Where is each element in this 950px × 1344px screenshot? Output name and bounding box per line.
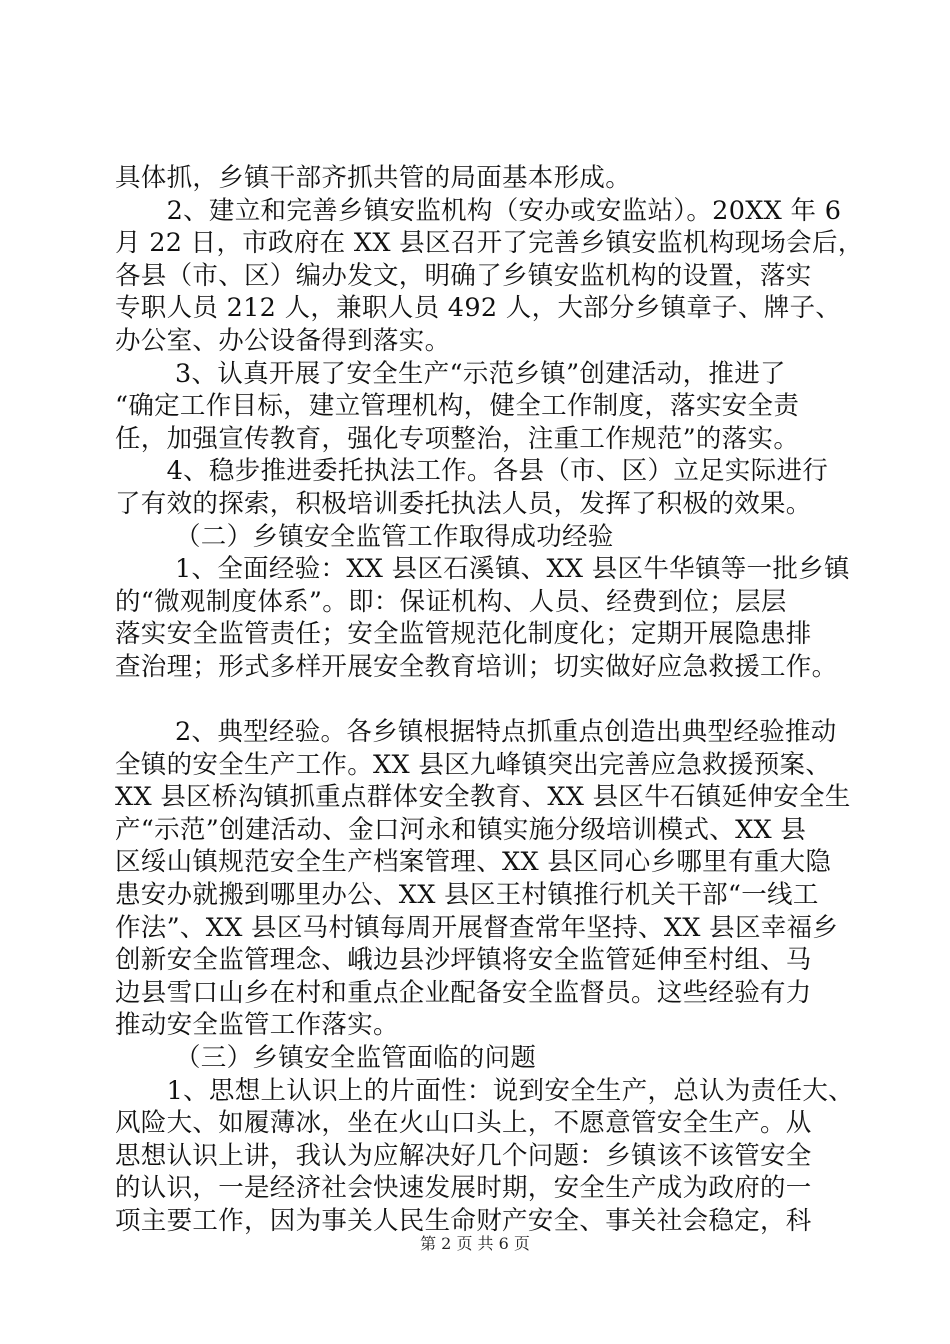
text-line: 全镇的安全生产工作。XX 县区九峰镇突出完善应急救援预案、 <box>115 749 832 780</box>
text-line: 作法”、XX 县区马村镇每周开展督查常年坚持、XX 县区幸福乡 <box>115 912 839 943</box>
blank-line <box>115 684 845 717</box>
text-line: 的认识，一是经济社会快速发展时期，安全生产成为政府的一 <box>115 1173 812 1204</box>
text-line: 患安办就搬到哪里办公、XX 县区王村镇推行机关干部“一线工 <box>115 880 819 911</box>
page-footer: 第 2 页 共 6 页 <box>420 1234 530 1253</box>
text-line: 边县雪口山乡在村和重点企业配备安全监督员。这些经验有力 <box>115 977 812 1008</box>
text-line: 项主要工作，因为事关人民生命财产安全、事关社会稳定，科 <box>115 1206 812 1236</box>
text-line: 4、稳步推进委托执法工作。各县（市、区）立足实际进行 <box>115 456 829 487</box>
text-line: 专职人员 212 人，兼职人员 492 人，大部分乡镇章子、牌子、 <box>115 293 842 324</box>
text-line: 2、建立和完善乡镇安监机构（安办或安监站）。20XX 年 6 <box>115 195 842 226</box>
text-line: 1、思想上认识上的片面性：说到安全生产，总认为责任大、 <box>115 1075 854 1106</box>
text-line: 1、全面经验：XX 县区石溪镇、XX 县区牛华镇等一批乡镇 <box>115 554 850 585</box>
text-line: 产“示范”创建活动、金口河永和镇实施分级培训模式、XX 县 <box>115 814 807 845</box>
document-body <box>115 162 864 1238</box>
text-line: XX 县区桥沟镇抓重点群体安全教育、XX 县区牛石镇延伸安全生 <box>115 782 851 813</box>
text-line: 推动安全监管工作落实。 <box>115 1010 399 1041</box>
text-line: 创新安全监管理念、峨边县沙坪镇将安全监管延伸至村组、马 <box>115 945 812 976</box>
text-line: 落实安全监管责任；安全监管规范化制度化；定期开展隐患排 <box>115 619 812 650</box>
text-line: 思想认识上讲，我认为应解决好几个问题：乡镇该不该管安全 <box>115 1140 812 1171</box>
text-line: 的“微观制度体系”。即：保证机构、人员、经费到位；层层 <box>115 586 787 617</box>
text-line: 各县（市、区）编办发文，明确了乡镇安监机构的设置，落实 <box>115 260 812 291</box>
text-line: 具体抓，乡镇干部齐抓共管的局面基本形成。 <box>115 163 632 193</box>
text-line: 了有效的探索，积极培训委托执法人员，发挥了积极的效果。 <box>115 488 812 519</box>
text-line: 风险大、如履薄冰，坐在火山口头上，不愿意管安全生产。从 <box>115 1108 812 1139</box>
text-line: 办公室、办公设备得到落实。 <box>115 325 451 356</box>
text-line: 查治理；形式多样开展安全教育培训；切实做好应急救援工作。 <box>115 651 838 682</box>
text-line: （三）乡镇安全监管面临的问题 <box>115 1043 537 1074</box>
text-line: 任，加强宣传教育，强化专项整治，注重工作规范”的落实。 <box>115 423 800 454</box>
text-line: 区绥山镇规范安全生产档案管理、XX 县区同心乡哪里有重大隐 <box>115 847 832 878</box>
text-line: （二）乡镇安全监管工作取得成功经验 <box>115 521 614 552</box>
text-line: 3、认真开展了安全生产“示范乡镇”创建活动，推进了 <box>115 358 786 389</box>
text-line: 月 22 日，市政府在 XX 县区召开了完善乡镇安监机构现场会后， <box>115 228 864 259</box>
text-line: “确定工作目标，建立管理机构，健全工作制度，落实安全责 <box>115 391 800 422</box>
text-line: 2、典型经验。各乡镇根据特点抓重点创造出典型经验推动 <box>115 717 837 748</box>
